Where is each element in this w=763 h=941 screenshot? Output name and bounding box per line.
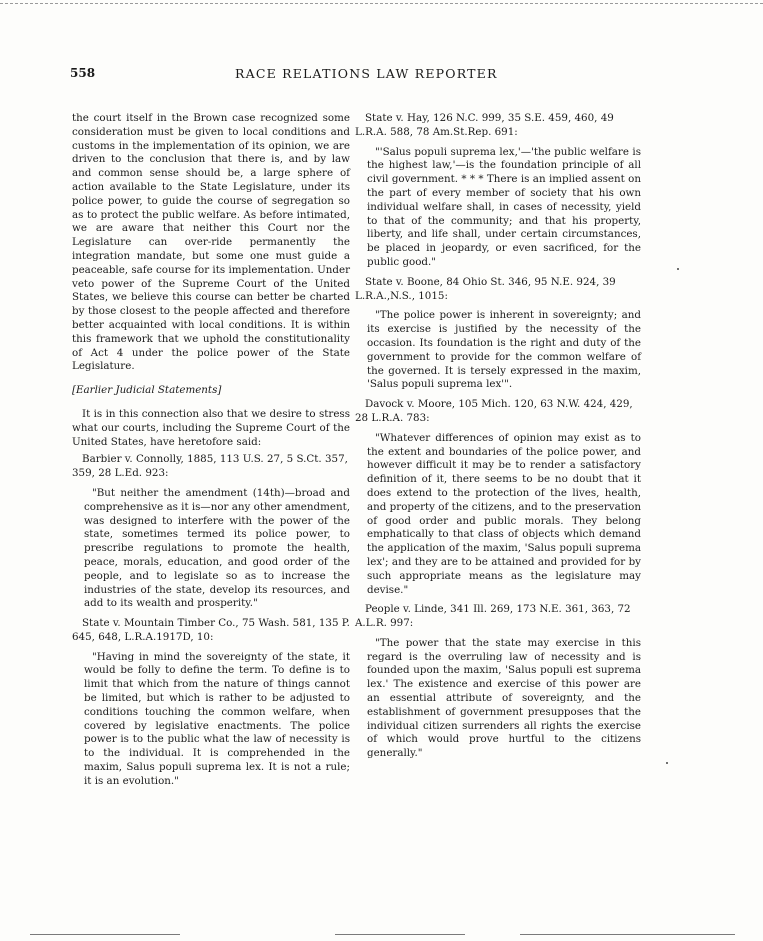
bottom-rule-left bbox=[30, 934, 180, 935]
quote-barbier: "But neither the amendment (14th)—broad and comprehensive as it is—nor any other amendment, was designed to interfere with the power of the state, sometimes termed its police power, to prescribe regulations to promote the health, peace, morals, education, and good order of the people, and to legislate so as to increase the industries of the state, develop its resources, and add to its wealth and prosperity." bbox=[84, 486, 350, 610]
page-header bbox=[70, 66, 710, 84]
quote-linde: "The power that the state may exercise in this regard is the overruling law of necessity and is founded upon the maxim, 'Salus populi est suprema lex.' The existence and exercise of this power are an essential attribute of sovereignty, and the establishment of government presupposes that the individual citizen surrenders all rights the exercise of which would prove hurtful to the citizens generally." bbox=[367, 636, 641, 760]
quote-boone: "The police power is inherent in sovereignty; and its exercise is justified by the necessity of the occasion. Its foundation is the right and duty of the government to provide for the common welfare of the governed. It is tersely expressed in the maxim, 'Salus populi suprema lex'". bbox=[367, 309, 641, 391]
citation-mountain-timber: State v. Mountain Timber Co., 75 Wash. 581, 135 P. 645, 648, L.R.A.1917D, 10: bbox=[72, 617, 350, 643]
opinion-paragraph: the court itself in the Brown case recognized some consideration must be given to local conditions and customs in the implementation of its opinion, we are driven to the conclusion that there is, and by law and common sense should be, a large sphere of action available to the State Legislature, under its police power, to guide the course of segregation so as to protect the public welfare. As before intimated, we are aware that neither this Court nor the Legislature can over-ride permanently the integration mandate, but some one must guide a peaceable, safe course for its implementation. Under veto power of the Supreme Court of the United States, we believe this course can better be charted by those closest to the people affected and therefore better acquainted with local conditions. It is within this framework that we uphold the constitutionality of Act 4 under the police power of the State Legislature. bbox=[72, 112, 350, 373]
quote-davock: "Whatever differences of opinion may exist as to the extent and boundaries of the police power, and however difficult it may be to render a satisfactory definition of it, there seems to be no doubt that it does extend to the protection of the lives, health, and property of the citizens, and to the preservation of good order and public morals. They belong emphatically to that class of objects which demand the application of the maxim, 'Salus populi suprema lex'; and they are to be attained and provided for by such appropriate means as the legislature may devise." bbox=[367, 431, 641, 596]
citation-davock: Davock v. Moore, 105 Mich. 120, 63 N.W. 424, 429, 28 L.R.A. 783: bbox=[355, 398, 633, 424]
page-number: 558 bbox=[70, 66, 96, 80]
bottom-rule-right bbox=[520, 934, 735, 935]
quote-mountain-timber: "Having in mind the sovereignty of the state, it would be folly to define the term. To define is to limit that which from the nature of things cannot be limited, but which is rather to be adjusted to conditions touching the common welfare, when covered by legislative enactments. The police power is to the public what the law of necessity is to the individual. It is comprehended in the maxim, Salus populi suprema lex. It is not a rule; it is an evolution." bbox=[84, 650, 350, 787]
quote-hay: "'Salus populi suprema lex,'—'the public welfare is the highest law,'—is the foundation principle of all civil government. * * * There is an implied assent on the part of every member of society that his own individual welfare shall, in cases of necessity, yield to that of the community; and that his property, liberty, and life shall, under certain circumstances, be placed in jeopardy, or even sacrificed, for the public good." bbox=[367, 145, 641, 268]
section-heading: [Earlier Judicial Statements] bbox=[72, 384, 222, 397]
citation-hay: State v. Hay, 126 N.C. 999, 35 S.E. 459, 460, 49 L.R.A. 588, 78 Am.St.Rep. 691: bbox=[355, 112, 614, 138]
scan-speck bbox=[677, 268, 679, 270]
running-head: RACE RELATIONS LAW REPORTER bbox=[235, 66, 498, 81]
right-column bbox=[355, 112, 641, 767]
citation-boone: State v. Boone, 84 Ohio St. 346, 95 N.E. 924, 39 L.R.A.,N.S., 1015: bbox=[355, 275, 616, 302]
citation-linde: People v. Linde, 341 Ill. 269, 173 N.E. 361, 363, 72 A.L.R. 997: bbox=[355, 603, 631, 630]
intro-paragraph: It is in this connection also that we desire to stress what our courts, including the Supreme Court of the United States, have heretofore said: bbox=[72, 407, 350, 448]
citation-barbier: Barbier v. Connolly, 1885, 113 U.S. 27, 5 S.Ct. 357, 359, 28 L.Ed. 923: bbox=[72, 453, 348, 480]
scan-speck bbox=[666, 762, 668, 764]
bottom-rule-center bbox=[335, 934, 465, 935]
left-column bbox=[72, 112, 350, 795]
top-dashed-border bbox=[0, 3, 763, 4]
